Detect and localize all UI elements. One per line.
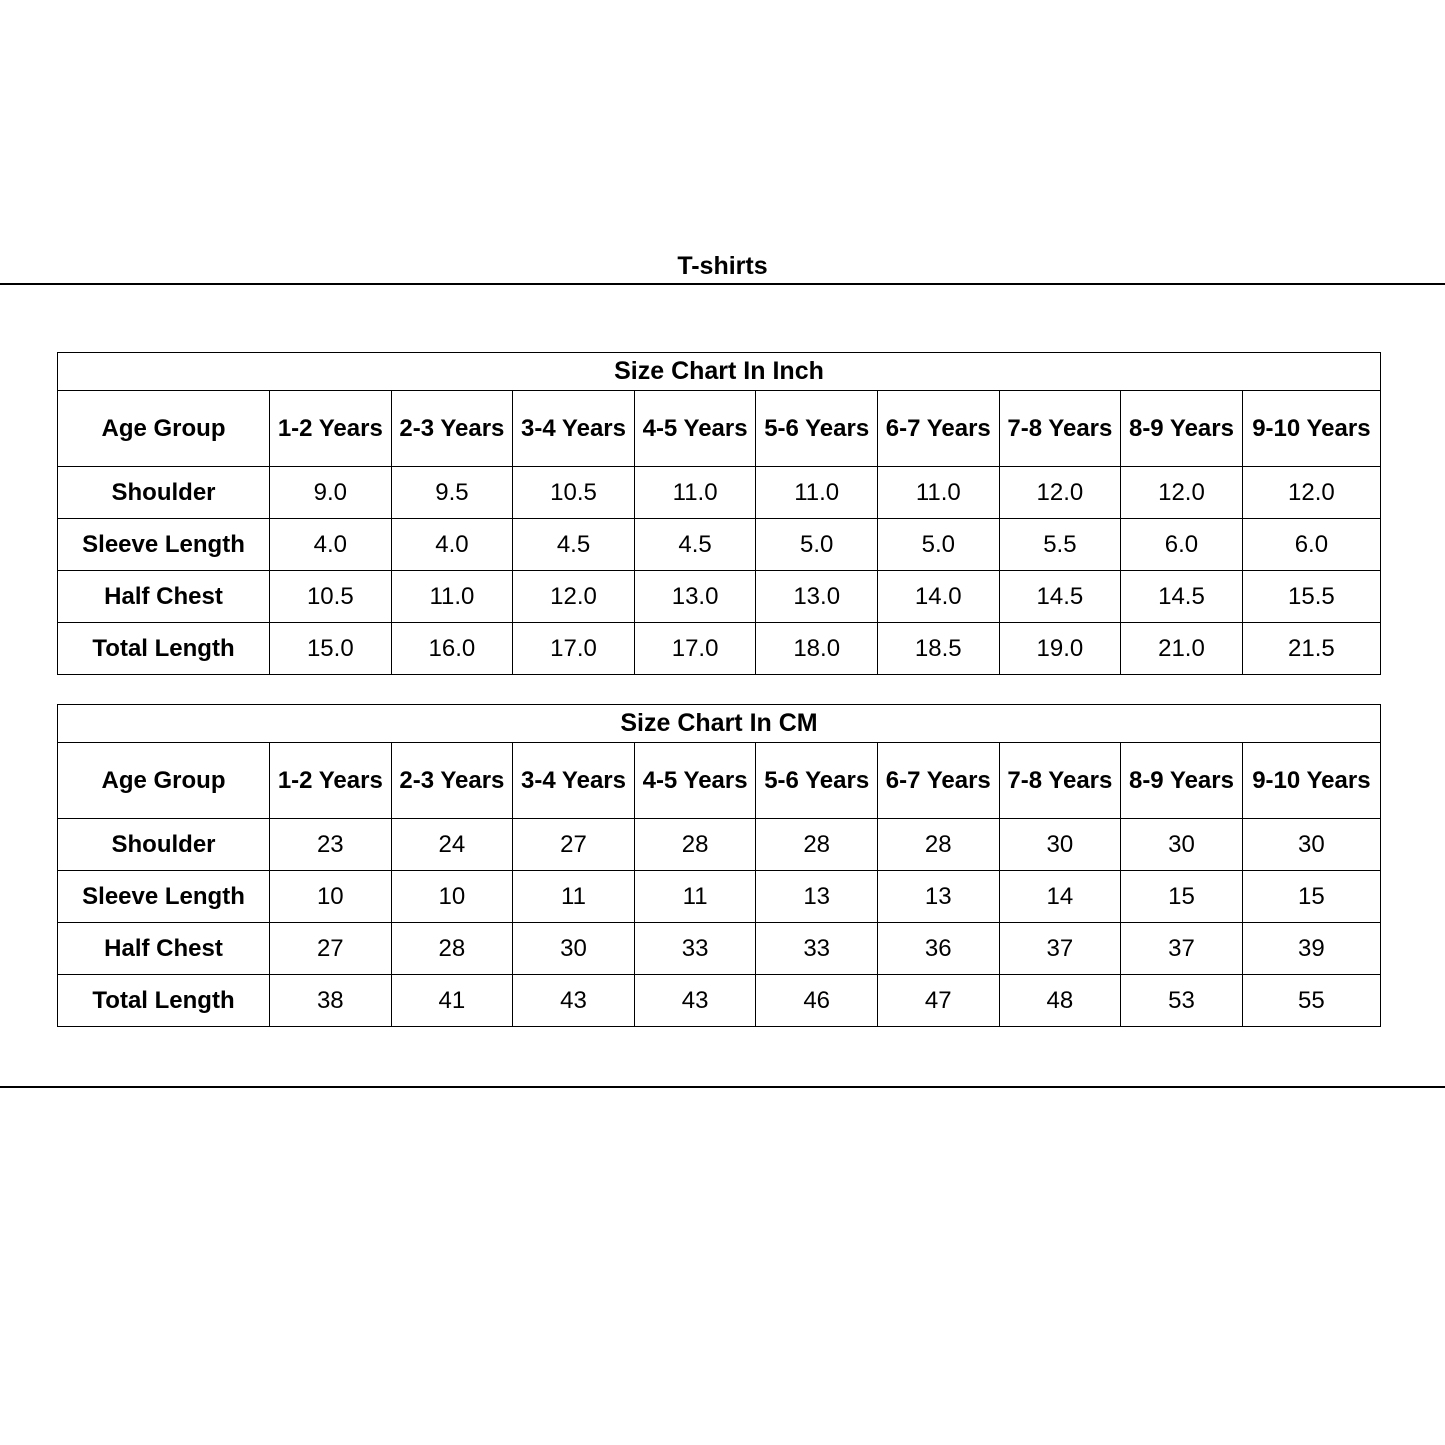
- table-cell: 4.0: [391, 519, 513, 571]
- column-header: 7-8 Years: [999, 743, 1121, 819]
- table-row: [58, 519, 1381, 571]
- table-cell: 15.5: [1242, 571, 1380, 623]
- header-age-group: Age Group: [58, 743, 270, 819]
- row-label: Shoulder: [58, 467, 270, 519]
- table-cell: 43: [634, 975, 756, 1027]
- row-label: Total Length: [58, 623, 270, 675]
- table-cell: 53: [1121, 975, 1243, 1027]
- column-header: 8-9 Years: [1121, 743, 1243, 819]
- table-cell: 17.0: [513, 623, 635, 675]
- table-cell: 21.0: [1121, 623, 1243, 675]
- table-row: [58, 871, 1381, 923]
- table-cell: 11.0: [756, 467, 878, 519]
- column-header: 2-3 Years: [391, 391, 513, 467]
- row-label: Sleeve Length: [58, 519, 270, 571]
- table-cell: 33: [634, 923, 756, 975]
- table-cell: 33: [756, 923, 878, 975]
- table-cell: 6.0: [1121, 519, 1243, 571]
- table-cell: 5.5: [999, 519, 1121, 571]
- table-cell: 10.5: [513, 467, 635, 519]
- table-cell: 39: [1242, 923, 1380, 975]
- column-header: 3-4 Years: [513, 391, 635, 467]
- table-cell: 13.0: [756, 571, 878, 623]
- size-chart-inch-table: [57, 352, 1381, 675]
- table-cell: 27: [513, 819, 635, 871]
- table-cell: 17.0: [634, 623, 756, 675]
- table-cell: 24: [391, 819, 513, 871]
- table-cell: 15: [1242, 871, 1380, 923]
- row-label: Shoulder: [58, 819, 270, 871]
- table-cell: 55: [1242, 975, 1380, 1027]
- table-cell: 16.0: [391, 623, 513, 675]
- table-cell: 14.5: [1121, 571, 1243, 623]
- table-cell: 11.0: [391, 571, 513, 623]
- table-cell: 9.0: [270, 467, 392, 519]
- table-cell: 11: [634, 871, 756, 923]
- table-cell: 47: [877, 975, 999, 1027]
- table-row: [58, 819, 1381, 871]
- column-header: 6-7 Years: [877, 391, 999, 467]
- table-cell: 15: [1121, 871, 1243, 923]
- column-header: 8-9 Years: [1121, 391, 1243, 467]
- table-cell: 28: [877, 819, 999, 871]
- bottom-divider: [0, 1086, 1445, 1088]
- table-cell: 37: [999, 923, 1121, 975]
- header-row: [58, 743, 1381, 819]
- row-label: Half Chest: [58, 571, 270, 623]
- column-header: 7-8 Years: [999, 391, 1121, 467]
- top-divider: [0, 283, 1445, 285]
- table-cell: 18.0: [756, 623, 878, 675]
- table-cell: 38: [270, 975, 392, 1027]
- table-cell: 43: [513, 975, 635, 1027]
- table-caption: Size Chart In CM: [58, 705, 1381, 743]
- column-header: 1-2 Years: [270, 743, 392, 819]
- table-cell: 30: [513, 923, 635, 975]
- table-cell: 37: [1121, 923, 1243, 975]
- table-cell: 48: [999, 975, 1121, 1027]
- table-cell: 4.0: [270, 519, 392, 571]
- table-cell: 28: [634, 819, 756, 871]
- table-cell: 10.5: [270, 571, 392, 623]
- table-cell: 23: [270, 819, 392, 871]
- table-cell: 21.5: [1242, 623, 1380, 675]
- table-cell: 14: [999, 871, 1121, 923]
- table-cell: 12.0: [999, 467, 1121, 519]
- column-header: 5-6 Years: [756, 391, 878, 467]
- table-cell: 10: [391, 871, 513, 923]
- column-header: 3-4 Years: [513, 743, 635, 819]
- table-cell: 28: [756, 819, 878, 871]
- table-row: [58, 975, 1381, 1027]
- table-cell: 13.0: [634, 571, 756, 623]
- table-cell: 14.0: [877, 571, 999, 623]
- table-cell: 4.5: [634, 519, 756, 571]
- header-age-group: Age Group: [58, 391, 270, 467]
- table-cell: 28: [391, 923, 513, 975]
- header-row: [58, 391, 1381, 467]
- table-cell: 5.0: [877, 519, 999, 571]
- row-label: Sleeve Length: [58, 871, 270, 923]
- table-cell: 12.0: [1242, 467, 1380, 519]
- table-cell: 10: [270, 871, 392, 923]
- table-cell: 11.0: [877, 467, 999, 519]
- table-cell: 46: [756, 975, 878, 1027]
- column-header: 2-3 Years: [391, 743, 513, 819]
- table-cell: 13: [756, 871, 878, 923]
- table-cell: 4.5: [513, 519, 635, 571]
- column-header: 6-7 Years: [877, 743, 999, 819]
- table-cell: 18.5: [877, 623, 999, 675]
- column-header: 9-10 Years: [1242, 391, 1380, 467]
- table-cell: 6.0: [1242, 519, 1380, 571]
- table-cell: 11.0: [634, 467, 756, 519]
- table-cell: 13: [877, 871, 999, 923]
- table-row: [58, 923, 1381, 975]
- column-header: 5-6 Years: [756, 743, 878, 819]
- table-cell: 5.0: [756, 519, 878, 571]
- table-cell: 12.0: [513, 571, 635, 623]
- table-row: [58, 467, 1381, 519]
- table-cell: 14.5: [999, 571, 1121, 623]
- table-row: [58, 623, 1381, 675]
- column-header: 1-2 Years: [270, 391, 392, 467]
- table-cell: 19.0: [999, 623, 1121, 675]
- row-label: Total Length: [58, 975, 270, 1027]
- row-label: Half Chest: [58, 923, 270, 975]
- table-cell: 15.0: [270, 623, 392, 675]
- table-row: [58, 571, 1381, 623]
- table-cell: 30: [999, 819, 1121, 871]
- column-header: 4-5 Years: [634, 743, 756, 819]
- table-caption: Size Chart In Inch: [58, 353, 1381, 391]
- size-chart-cm-table: [57, 704, 1381, 1027]
- table-cell: 41: [391, 975, 513, 1027]
- table-cell: 30: [1242, 819, 1380, 871]
- table-cell: 11: [513, 871, 635, 923]
- column-header: 4-5 Years: [634, 391, 756, 467]
- table-cell: 9.5: [391, 467, 513, 519]
- table-cell: 30: [1121, 819, 1243, 871]
- table-cell: 12.0: [1121, 467, 1243, 519]
- column-header: 9-10 Years: [1242, 743, 1380, 819]
- table-cell: 27: [270, 923, 392, 975]
- table-cell: 36: [877, 923, 999, 975]
- page-title: T-shirts: [677, 252, 768, 280]
